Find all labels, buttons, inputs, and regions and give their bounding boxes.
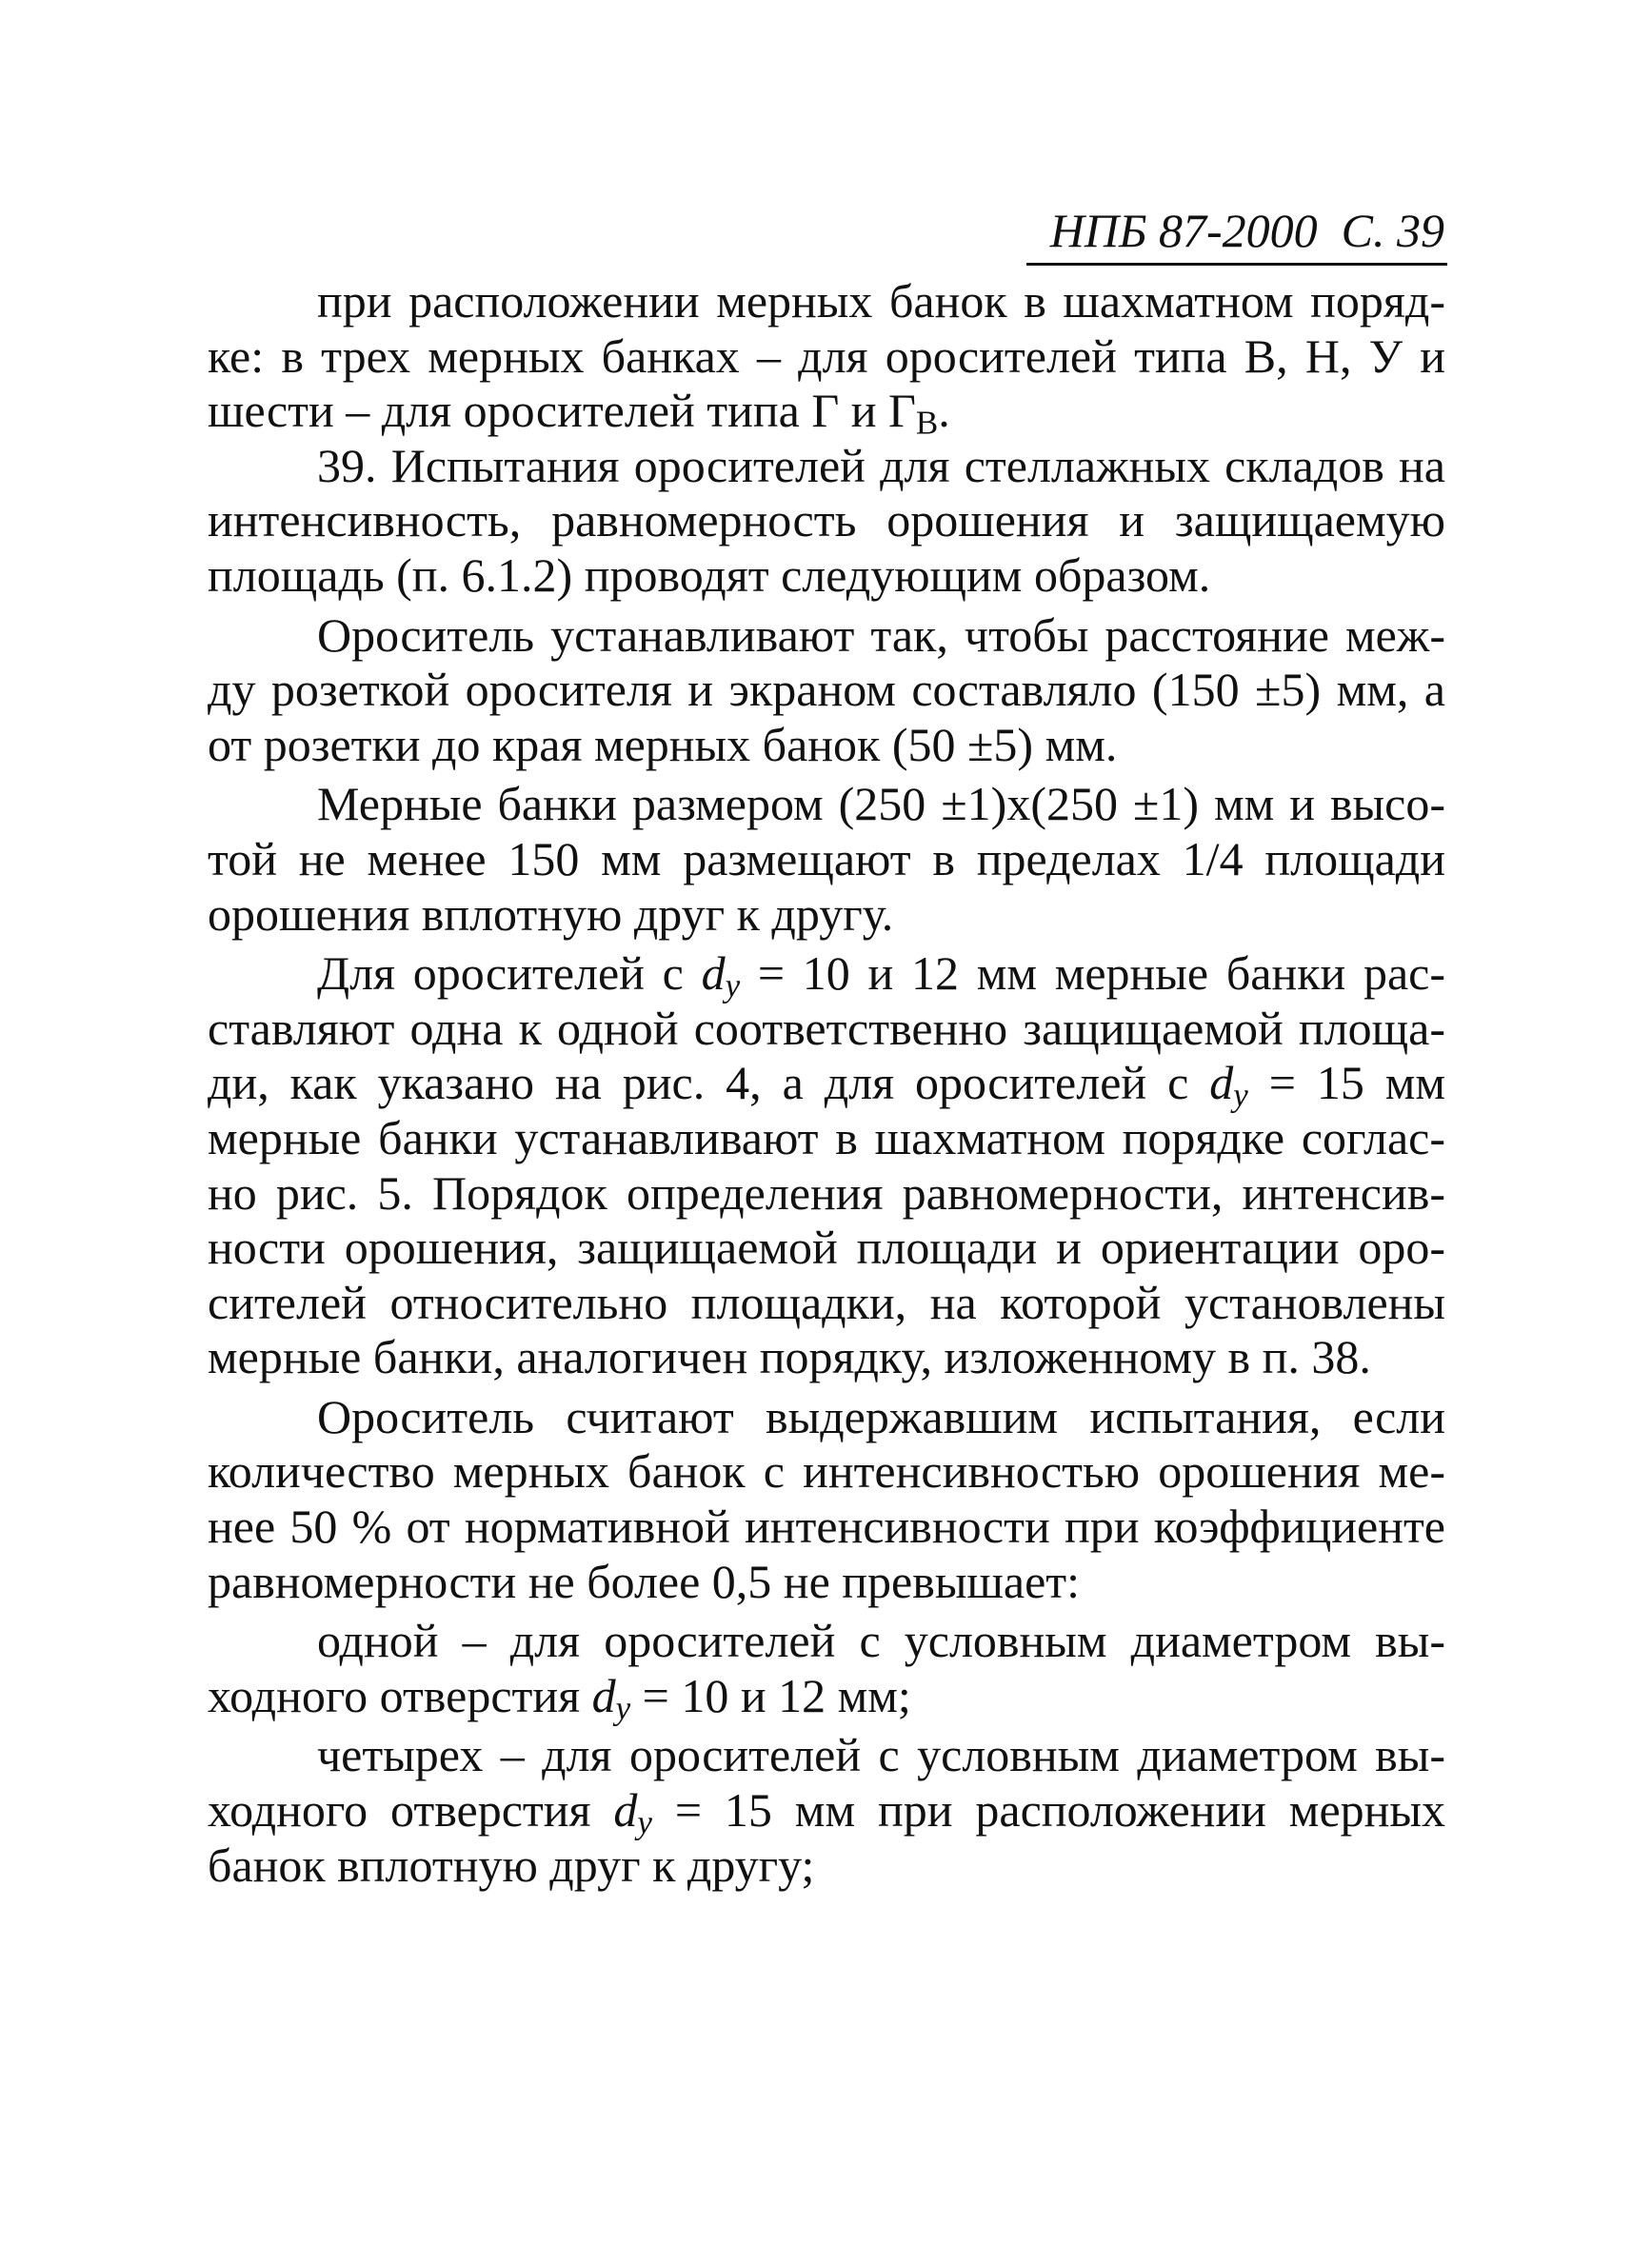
text-line: орошения вплотную друг к другу.	[208, 886, 894, 941]
paragraph-2	[208, 439, 1445, 604]
paragraph-6	[208, 1390, 1445, 1609]
text-line: но рис. 5. Порядок определения равномерности, интенсив-	[208, 1165, 1445, 1220]
text-line: при расположении мерных банок в шахматном поряд-	[317, 274, 1445, 328]
text-fragment: Для оросителей с	[317, 946, 684, 1001]
text-line: сителей относительно площадки, на которой установлены	[208, 1275, 1445, 1329]
text-line: от розетки до края мерных банок (50 ±5) мм.	[208, 717, 1118, 771]
paragraph-7	[208, 1614, 1445, 1727]
subscript: В	[915, 404, 939, 442]
page-header	[1050, 202, 1444, 259]
subscript-y: y	[725, 966, 741, 1004]
variable-d: d	[701, 946, 726, 1001]
text-line: ности орошения, защищаемой площади и ориентации оро-	[208, 1221, 1445, 1275]
text-line: Ороситель считают выдержавшим испытания, если	[317, 1389, 1445, 1443]
text-line: интенсивность, равномерность орошения и защищаемую	[208, 493, 1445, 547]
page-number: С. 39	[1341, 204, 1444, 257]
text-line: площадь (п. 6.1.2) проводят следующим образом.	[208, 547, 1211, 602]
text-fragment: = 15 мм при расположении мерных	[674, 1783, 1445, 1838]
text-line: Мерные банки размером (250 ±1)x(250 ±1) мм и высо-	[317, 777, 1445, 831]
text-line	[208, 1668, 1445, 1727]
text-line	[208, 946, 1445, 1002]
text-line: ставляют одна к одной соответственно защищаемой площа-	[208, 1001, 1445, 1055]
text-fragment: = 15 мм	[1268, 1056, 1446, 1110]
paragraph-4	[208, 777, 1445, 942]
header-rule	[1026, 263, 1447, 266]
text-line: равномерности не более 0,5 не превышает:	[208, 1554, 1081, 1608]
paragraph-3	[208, 608, 1445, 773]
text-fragment: = 10 и 12 мм;	[642, 1668, 911, 1722]
text-line: количество мерных банок с интенсивностью орошения ме-	[208, 1444, 1445, 1499]
subscript-y: y	[1233, 1077, 1248, 1114]
text-fragment: ходного отверстия	[208, 1668, 581, 1722]
text-line: 39. Испытания оросителей для стеллажных складов на	[317, 438, 1445, 492]
text-fragment: ходного отверстия	[208, 1783, 591, 1838]
text-line: нее 50 % от нормативной интенсивности при коэффициенте	[208, 1500, 1445, 1554]
text-line: Ороситель устанавливают так, чтобы расстояние меж-	[317, 607, 1445, 662]
text-line: той не менее 150 мм размещают в пределах 1/4 площади	[208, 831, 1445, 885]
paragraph-1	[208, 274, 1445, 442]
variable-d: d	[591, 1668, 616, 1722]
text-line	[208, 384, 1445, 442]
text-line: ду розеткой оросителя и экраном составляло (150 ±5) мм, а	[208, 663, 1445, 717]
paragraph-5	[208, 946, 1445, 1385]
text-fragment: = 10 и 12 мм мерные банки рас-	[757, 946, 1446, 1001]
text-line: мерные банки устанавливают в шахматном порядке соглас-	[208, 1110, 1445, 1164]
text-line	[208, 1056, 1446, 1114]
text-line: мерные банки, аналогичен порядку, изложенному в п. 38.	[208, 1330, 1371, 1384]
text-fragment: шести – для оросителей типа Г и Г	[208, 384, 916, 438]
text-line: четырех – для оросителей с условным диаметром вы-	[317, 1728, 1445, 1782]
text-fragment: .	[938, 384, 950, 438]
subscript-y: y	[615, 1689, 631, 1727]
text-fragment: ди, как указано на рис. 4, а для оросителей с	[208, 1056, 1189, 1110]
variable-d: d	[613, 1783, 638, 1838]
text-line: одной – для оросителей с условным диаметром вы-	[317, 1614, 1445, 1668]
variable-d: d	[1209, 1056, 1234, 1110]
subscript-y: y	[637, 1803, 652, 1841]
document-body	[208, 274, 1445, 1893]
text-line: ке: в трех мерных банках – для оросителей типа В, Н, У и	[208, 328, 1445, 383]
text-line	[208, 1783, 1445, 1839]
text-line: банок вплотную друг к другу;	[208, 1838, 815, 1892]
paragraph-8	[208, 1728, 1445, 1893]
document-id: НПБ 87-2000	[1049, 204, 1318, 257]
